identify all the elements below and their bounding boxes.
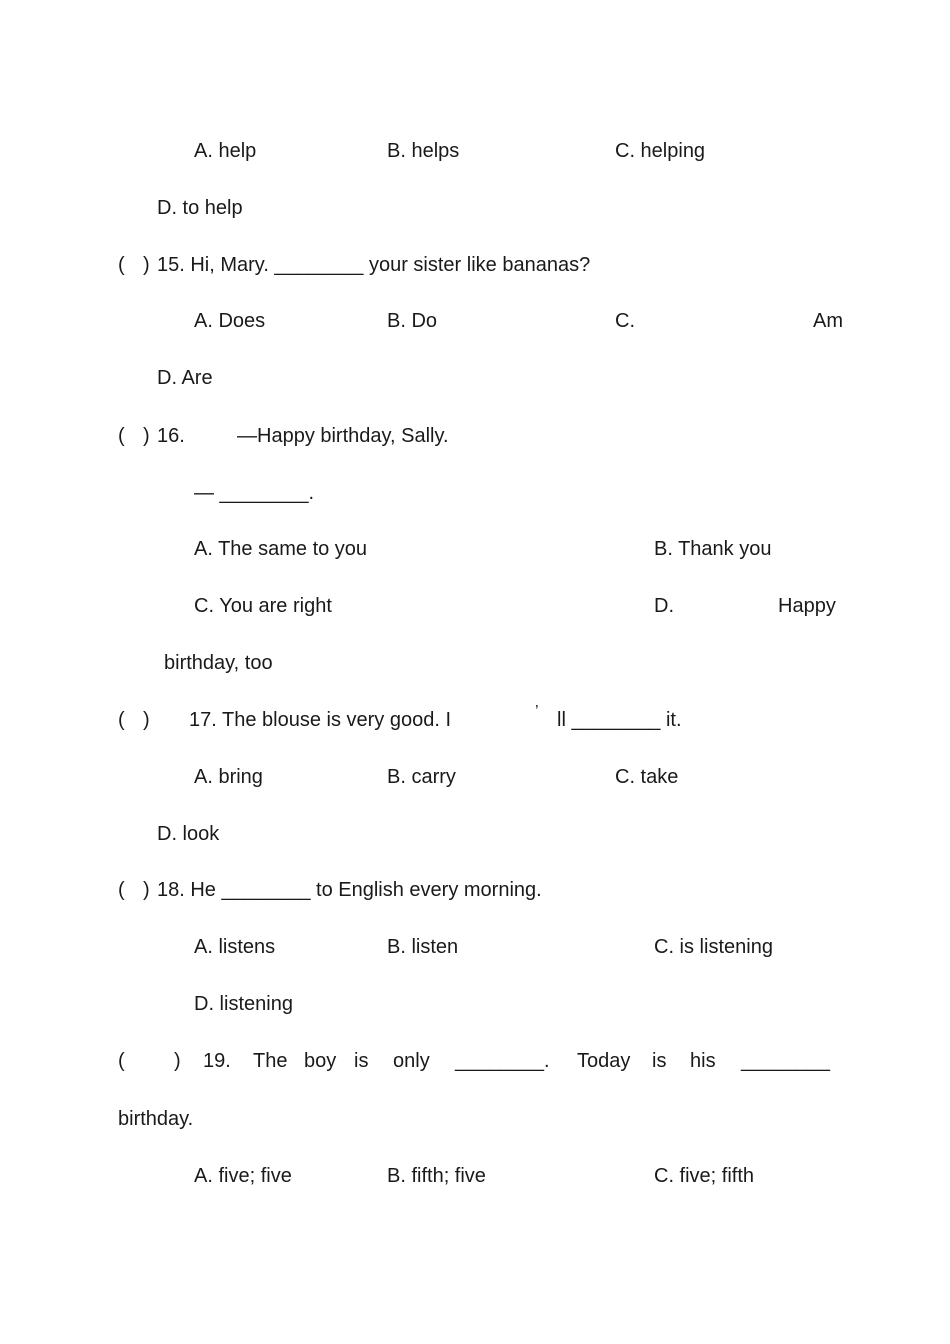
q18-paren-open: ( bbox=[118, 879, 125, 901]
q15-paren-close: ) bbox=[143, 254, 150, 276]
q15-option-c-text: Am bbox=[813, 310, 843, 332]
q19-option-b: B. fifth; five bbox=[387, 1165, 486, 1187]
q14-option-d: D. to help bbox=[157, 197, 243, 219]
q17-paren-open: ( bbox=[118, 709, 125, 731]
q19-word: The bbox=[253, 1050, 288, 1072]
q19-blank-1: ________. bbox=[455, 1050, 550, 1072]
q15-option-b: B. Do bbox=[387, 310, 438, 332]
q15-option-a: A. Does bbox=[194, 310, 266, 332]
q19-option-a: A. five; five bbox=[194, 1165, 292, 1187]
q19-paren-open: ( bbox=[118, 1050, 125, 1072]
q19-word: boy bbox=[304, 1050, 337, 1072]
q16-paren-close: ) bbox=[143, 425, 150, 447]
q19-word: is bbox=[354, 1050, 369, 1072]
q17-paren-close: ) bbox=[143, 709, 150, 731]
q15-stem: 15. Hi, Mary. ________ your sister like bananas? bbox=[157, 254, 591, 276]
q15-option-c-letter: C. bbox=[615, 310, 635, 332]
q19-blank-2: ________ bbox=[741, 1050, 830, 1072]
q16-paren-open: ( bbox=[118, 425, 125, 447]
q19-stem-continued: birthday. bbox=[118, 1108, 194, 1130]
q19-option-c: C. five; fifth bbox=[654, 1165, 755, 1187]
q16-option-a: A. The same to you bbox=[194, 538, 368, 560]
q16-option-d-letter: D. bbox=[654, 595, 674, 617]
q14-option-b: B. helps bbox=[387, 140, 460, 162]
q19-word: his bbox=[690, 1050, 716, 1072]
q16-option-d-text: Happy bbox=[778, 595, 836, 617]
q16-option-c: C. You are right bbox=[194, 595, 332, 617]
q17-option-a: A. bring bbox=[194, 766, 263, 788]
q16-option-b: B. Thank you bbox=[654, 538, 772, 560]
q17-option-d: D. look bbox=[157, 823, 220, 845]
q18-paren-close: ) bbox=[143, 879, 150, 901]
q15-option-d: D. Are bbox=[157, 367, 213, 389]
q14-option-c: C. helping bbox=[615, 140, 706, 162]
q19-word: is bbox=[652, 1050, 667, 1072]
q18-option-a: A. listens bbox=[194, 936, 276, 958]
q18-option-c: C. is listening bbox=[654, 936, 773, 958]
q17-stem-start: 17. The blouse is very good. I bbox=[189, 709, 452, 731]
q17-apostrophe: ’ bbox=[535, 703, 539, 720]
q17-stem-end: ll ________ it. bbox=[557, 709, 682, 731]
q16-number: 16. bbox=[157, 425, 185, 447]
q19-paren-close: ) bbox=[174, 1050, 181, 1072]
q16-stem: —Happy birthday, Sally. bbox=[237, 425, 449, 447]
q15-paren-open: ( bbox=[118, 254, 125, 276]
q18-option-b: B. listen bbox=[387, 936, 459, 958]
q19-word: Today bbox=[577, 1050, 631, 1072]
q18-stem: 18. He ________ to English every morning. bbox=[157, 879, 542, 901]
q14-option-a: A. help bbox=[194, 140, 257, 162]
q16-response: — ________. bbox=[194, 482, 315, 504]
q18-option-d: D. listening bbox=[194, 993, 293, 1015]
q19-word: only bbox=[393, 1050, 430, 1072]
q16-option-d-continued: birthday, too bbox=[164, 652, 273, 674]
q19-word: 19. bbox=[203, 1050, 231, 1072]
q17-option-b: B. carry bbox=[387, 766, 456, 788]
q17-option-c: C. take bbox=[615, 766, 679, 788]
